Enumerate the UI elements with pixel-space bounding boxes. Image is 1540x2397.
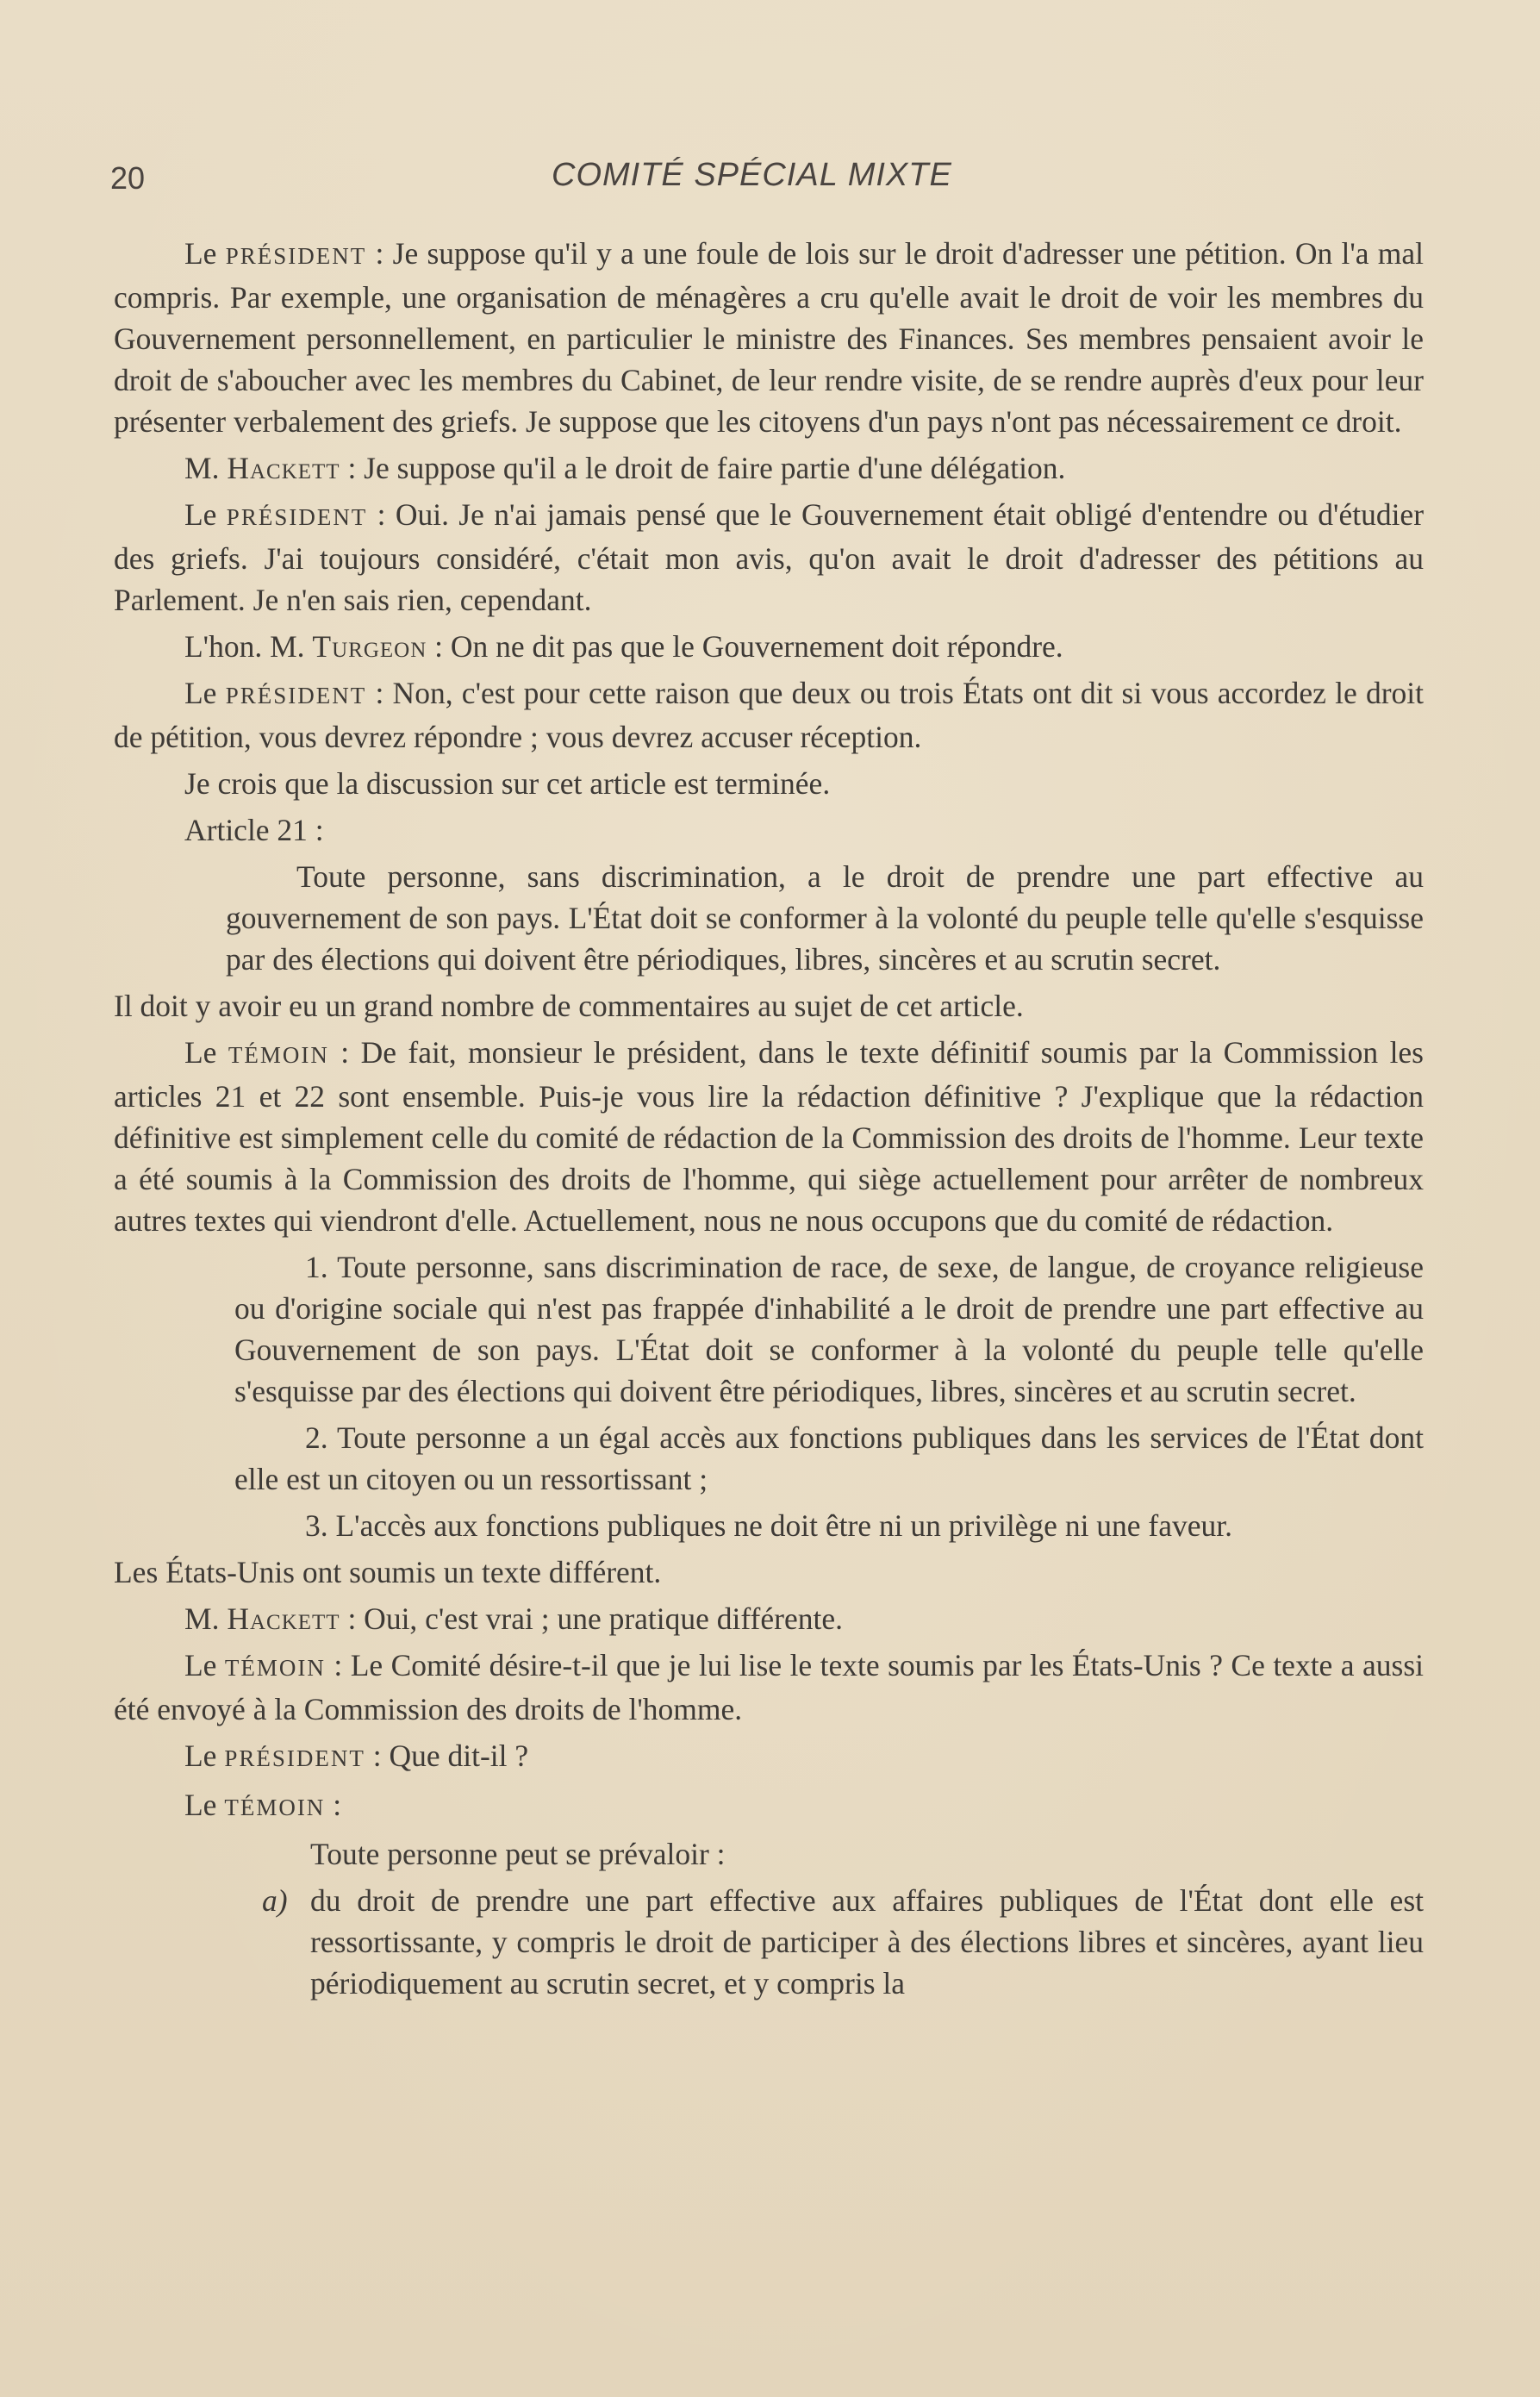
speaker-prefix: Le bbox=[184, 497, 217, 532]
speaker-prefix: M. bbox=[184, 1601, 220, 1636]
speaker-name: PRÉSIDENT bbox=[224, 1745, 365, 1771]
speaker-name: PRÉSIDENT bbox=[225, 683, 367, 708]
speaker-name: TÉMOIN bbox=[224, 1795, 326, 1820]
paragraph bbox=[114, 672, 1424, 758]
speaker-name: Hackett bbox=[227, 1601, 340, 1636]
speaker-name: TÉMOIN bbox=[224, 1655, 326, 1681]
speaker-prefix: Le bbox=[184, 236, 217, 271]
quoted-intro: Toute personne peut se prévaloir : bbox=[310, 1837, 726, 1871]
paragraph-text: : Que dit-il ? bbox=[365, 1738, 529, 1773]
paragraph bbox=[114, 1784, 1424, 1828]
paragraph bbox=[114, 626, 1424, 667]
speaker-prefix: Le bbox=[184, 1648, 217, 1682]
paragraph bbox=[114, 233, 1424, 442]
paragraph bbox=[114, 1645, 1424, 1730]
quoted-article: Toute personne, sans discrimination, a le droit de prendre une part effective au gouvernement de son pays. L'État doit se conformer à la volonté du peuple telle qu'elle s'esquisse par des élections qui doivent être périodiques, libres, sincères et au scrutin secret. bbox=[226, 859, 1424, 977]
paragraph-text: : Je suppose qu'il a le droit de faire partie d'une délégation. bbox=[340, 451, 1066, 485]
paragraph-text: : On ne dit pas que le Gouvernement doit répondre. bbox=[427, 629, 1063, 664]
paragraph bbox=[114, 494, 1424, 621]
paragraph bbox=[114, 1598, 1424, 1639]
quoted-clause: 1. Toute personne, sans discrimination de race, de sexe, de langue, de croyance religieuse ou d'origine sociale qui n'est pas frappée d'inhabilité a le droit de prendre une part effective au Gouvernement de son pays. L'État doit se conformer à la volonté du peuple telle qu'elle s'esquisse par des élections qui doivent être périodiques, libres, sincères et au scrutin secret. bbox=[234, 1250, 1424, 1408]
paragraph bbox=[114, 1735, 1424, 1779]
speaker-prefix: Le bbox=[184, 676, 217, 710]
speaker-prefix: L'hon. M. bbox=[184, 629, 305, 664]
paragraph: Il doit y avoir eu un grand nombre de commentaires au sujet de cet article. bbox=[114, 989, 1024, 1023]
speaker-name: PRÉSIDENT bbox=[226, 504, 368, 530]
paragraph bbox=[114, 447, 1424, 489]
paragraph-text: : Le Comité désire-t-il que je lui lise le texte soumis par les États-Unis ? Ce texte a aussi été envoyé à la Commission des droits de l'homme. bbox=[114, 1648, 1424, 1726]
paragraph-text: : Je suppose qu'il y a une foule de lois sur le droit d'adresser une pétition. On l'a mal compris. Par exemple, une organisation de ménagères a cru qu'elle avait le droit de voir les membres du Gouvernement personnellement, en particulier le ministre des Finances. Ses membres pensaient avoir le droit de s'aboucher avec les membres du Cabinet, de leur rendre visite, de se rendre auprès d'eux pour leur présenter verbalement des griefs. Je suppose que les citoyens d'un pays n'ont pas nécessairement ce droit. bbox=[114, 236, 1425, 439]
paragraph bbox=[114, 1032, 1424, 1241]
paragraph-text: : bbox=[325, 1788, 342, 1822]
speaker-prefix: Le bbox=[184, 1788, 217, 1822]
article-heading: Article 21 : bbox=[184, 813, 324, 847]
paragraph-text: : Oui, c'est vrai ; une pratique différente. bbox=[340, 1601, 843, 1636]
page-header bbox=[0, 153, 1540, 205]
paragraph-text: : De fait, monsieur le président, dans le texte définitif soumis par la Commission les articles 21 et 22 sont ensemble. Puis-je vous lire la rédaction définitive ? J'explique que la rédaction définitive est simplement celle du comité de rédaction de la Commission des droits de l'homme. Leur texte a été soumis à la Commission des droits de l'homme, qui siège actuellement pour arrêter de nombreux autres textes qui viendront d'elle. Actuellement, nous ne nous occupons que du comité de rédaction. bbox=[114, 1035, 1425, 1238]
speaker-prefix: Le bbox=[184, 1035, 217, 1070]
list-item-text: du droit de prendre une part effective aux affaires publiques de l'État dont elle est ressortissante, y compris le droit de participer à des élections libres et sincères, ayant lieu périodiquement au scrutin secret, et y compris la bbox=[310, 1883, 1424, 2001]
paragraph: Les États-Unis ont soumis un texte différent. bbox=[114, 1555, 662, 1589]
speaker-name: PRÉSIDENT bbox=[225, 243, 367, 269]
page-number: 20 bbox=[110, 160, 146, 196]
speaker-name: TÉMOIN bbox=[228, 1042, 329, 1068]
speaker-name: Turgeon bbox=[312, 629, 427, 664]
paragraph-text: : Non, c'est pour cette raison que deux ou trois États ont dit si vous accordez le droit de pétition, vous devrez répondre ; vous devrez accuser réception. bbox=[114, 676, 1424, 754]
quoted-clause: 2. Toute personne a un égal accès aux fonctions publiques dans les services de l'État dont elle est un citoyen ou un ressortissant ; bbox=[234, 1420, 1424, 1496]
quoted-clause: 3. L'accès aux fonctions publiques ne doit être ni un privilège ni une faveur. bbox=[305, 1508, 1233, 1543]
running-head: COMITÉ SPÉCIAL MIXTE bbox=[552, 157, 952, 193]
list-marker: a) bbox=[262, 1883, 288, 1918]
paragraph-text: : Oui. Je n'ai jamais pensé que le Gouvernement était obligé d'entendre ou d'étudier des griefs. J'ai toujours considéré, c'était mon avis, qu'on avait le droit d'adresser des pétitions au Parlement. Je n'en sais rien, cependant. bbox=[114, 497, 1425, 617]
paragraph: Je crois que la discussion sur cet article est terminée. bbox=[184, 766, 831, 801]
speaker-prefix: Le bbox=[184, 1738, 217, 1773]
document-body bbox=[114, 233, 1424, 2009]
quoted-list-item bbox=[262, 1880, 1424, 2004]
speaker-name: Hackett bbox=[227, 451, 340, 485]
speaker-prefix: M. bbox=[184, 451, 220, 485]
